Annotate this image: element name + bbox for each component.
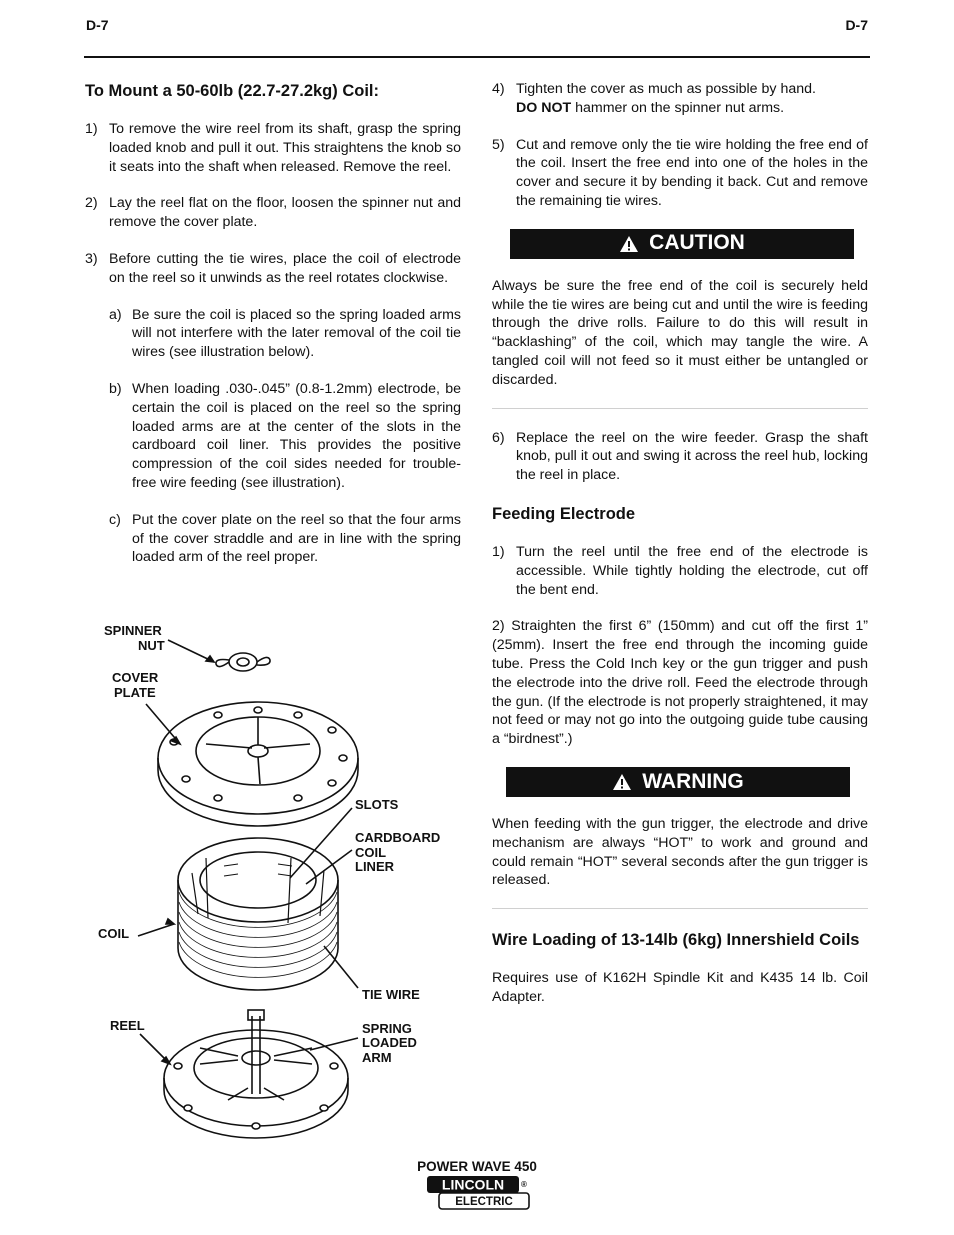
label-cardboard: CARDBOARD [355,830,441,845]
step-text: To remove the wire reel from its shaft, grasp the spring loaded knob and pull it out. This straightens the knob so it seats into the shaft when released. Remove the reel. [109,121,461,175]
label-coil-word: COIL [355,845,387,860]
step-number: 4) [492,81,505,97]
warning-banner [506,767,850,797]
cover-plate-drawing [158,702,358,826]
coil-drawing [178,838,338,990]
step-4-text-after: hammer on the spinner nut arms. [571,99,785,116]
step-3 [85,250,461,288]
step-4-text: Tighten the cover as much as possible by hand. [516,81,816,97]
label-tie-wire: TIE WIRE [362,987,420,1002]
step-number: 2) [85,195,98,212]
label-arm: ARM [362,1050,392,1065]
label-reel: REEL [110,1018,145,1033]
leader-spring-arm [310,1038,358,1050]
label-plate: PLATE [114,685,156,700]
step-text: Turn the reel until the free end of the electrode is accessible. While tightly holding the electrode, cut off the bent end. [516,543,868,598]
warning-text: When feeding with the gun trigger, the electrode and drive mechanism are always “HOT” to work and ground and could remain “HOT” several seconds after the gun trigger is released. [492,815,868,889]
step-number: 1) [85,121,98,137]
step-text: Lay the reel flat on the floor, loosen the spinner nut and remove the cover plate. [109,195,461,231]
step-2 [85,194,461,232]
substep-b [109,380,461,493]
label-cover: COVER [112,670,159,685]
warning-triangle-icon [612,773,632,791]
substep-a [109,306,461,362]
svg-text:LINCOLN: LINCOLN [441,1176,505,1193]
label-coil: COIL [98,926,130,941]
step-number: 5) [492,136,505,153]
label-spinner: SPINNER [104,623,162,638]
warning-triangle-icon [619,235,639,253]
caution-text: Always be sure the free end of the coil is securely held while the tie wires are being cut and until the wire is feeding through the drive rolls. Failure to do this will result in “backlashing” of the coil, which may tangle the wire. A tangled coil will not feed so it must either be untangled or discarded. [492,277,868,388]
wire-loading-heading: Wire Loading of 13-14lb (6kg) Innershield Coils [492,931,860,950]
substep-letter: a) [109,306,122,323]
header-rule [84,56,870,58]
svg-text:®: ® [521,1180,527,1189]
step-number: 3) [85,250,98,267]
substep-c [109,511,461,567]
substep-letter: b) [109,380,122,397]
product-title: POWER WAVE 450 [417,1159,537,1174]
step-5 [492,136,868,211]
label-spring: SPRING [362,1021,412,1036]
step-4 [492,80,868,118]
label-slots: SLOTS [355,797,399,812]
substep-text: Put the cover plate on the reel so that the four arms of the cover straddle and are in line with the spring loaded arm of the reel proper. [132,511,461,566]
step-number: 6) [492,429,505,446]
step-text: Cut and remove only the tie wire holding the free end of the coil. Insert the free end into one of the holes in the cover and secure it by bending it back. Cut and remove the remaining tie wires. [516,136,868,209]
feed-step-1 [492,543,868,599]
substep-letter: c) [109,511,121,528]
step-text: Before cutting the tie wires, place the coil of electrode on the reel so it unwinds as the reel rotates clockwise. [109,250,461,286]
page-number-left: D-7 [86,17,109,33]
lincoln-electric-logo [426,1175,530,1211]
right-column [492,80,868,1025]
step-number: 1) [492,543,505,560]
label-liner: LINER [355,859,394,874]
leader-liner [306,850,352,884]
wire-loading-text: Requires use of K162H Spindle Kit and K435 14 lb. Coil Adapter. [492,970,868,1005]
coil-mounting-illustration [88,618,468,1158]
svg-text:ELECTRIC: ELECTRIC [455,1196,513,1208]
substep-text: When loading .030-.045” (0.8-1.2mm) electrode, be certain the coil is placed on the reel so the spring loaded arms are at the center of the slots in the cardboard coil liner. This provides the positive compression of the coil sides needed for trouble-free wire feeding (see illustration). [132,380,461,491]
do-not-emphasis: DO NOT [516,99,572,116]
spinner-nut-drawing [216,653,270,671]
step-text: Replace the reel on the wire feeder. Grasp the shaft knob, pull it out and swing it across the reel hub, locking the reel in place. [516,429,868,484]
page-number-right: D-7 [845,17,868,33]
feeding-electrode-heading: Feeding Electrode [492,504,636,523]
step-text [516,80,868,118]
feed-step-2: 2) Straighten the first 6” (150mm) and cut off the first 1” (25mm). Insert the free end through the incoming guide tube. Press the Cold Inch key or the gun trigger and push the electrode into the drive roll. Feed the electrode through the gun. (If the electrode is not properly straightened, it may not feed or may not go into the outgoing guide tube causing a “birdnest”.) [492,618,868,748]
caution-label: CAUTION [649,231,745,255]
label-nut: NUT [138,638,165,653]
label-loaded: LOADED [362,1035,417,1050]
warning-label: WARNING [642,769,744,793]
step-1 [85,120,461,176]
step-6 [492,429,868,485]
substep-text: Be sure the coil is placed so the spring loaded arms will not interfere with the later removal of the coil tie wires (see illustration below). [132,306,461,361]
mount-coil-heading: To Mount a 50-60lb (22.7-27.2kg) Coil: [85,82,379,100]
leader-slots [290,808,352,878]
left-column [85,80,461,585]
leader-coil [138,924,174,936]
reel-drawing [164,1010,348,1138]
section-divider [492,908,868,909]
caution-banner [510,229,854,259]
section-divider [492,408,868,409]
